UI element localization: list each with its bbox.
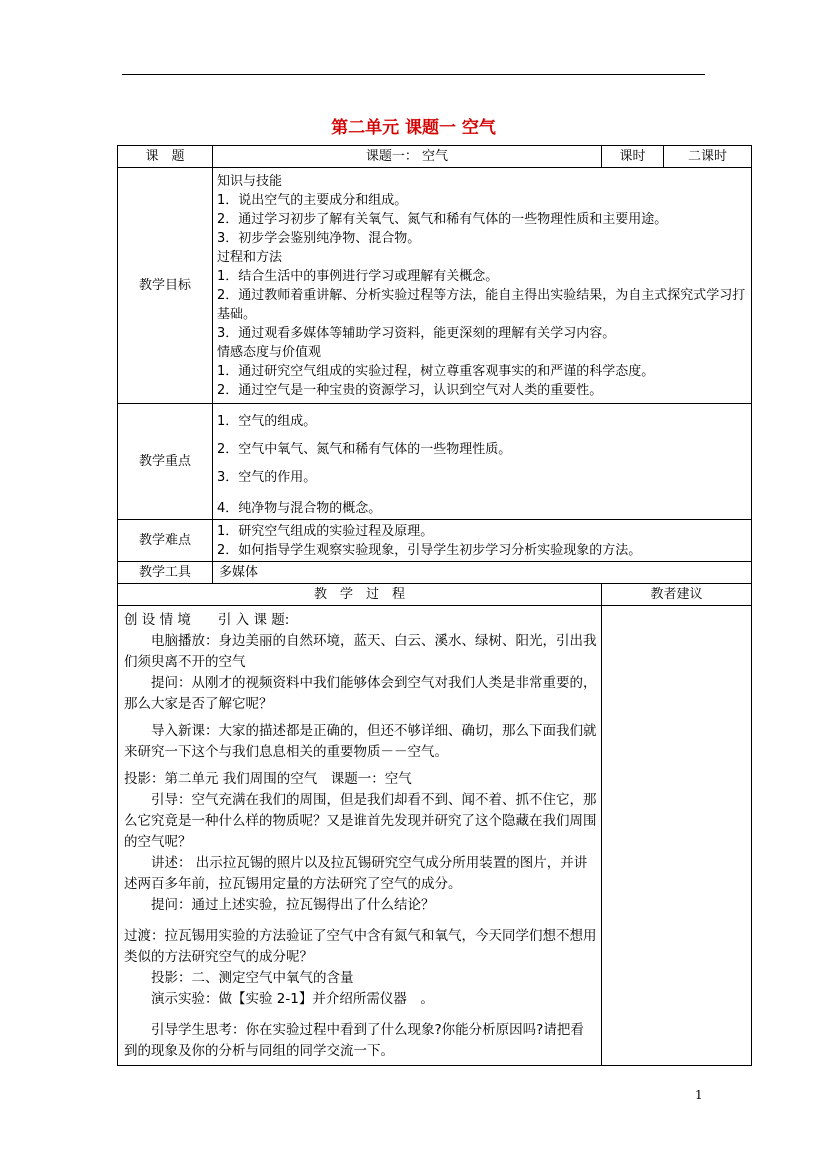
row-difficulties: [118, 520, 752, 562]
objectives-content: [213, 168, 752, 404]
process-line: 投影：二、测定空气中氧气的含量: [151, 969, 354, 986]
difficulty-line: 1．研究空气组成的实验过程及原理。: [217, 523, 434, 539]
row-objectives: [118, 168, 752, 404]
key-point-line: 2．空气中氧气、氮气和稀有气体的一些物理性质。: [217, 441, 512, 457]
objectives-line: 知识与技能: [217, 173, 283, 189]
key-point-line: 4．纯净物与混合物的概念。: [217, 500, 382, 516]
row-tools: [118, 562, 752, 584]
objectives-line: 2．通过教师着重讲解、分析实验过程等方法，能自主得出实验结果，为自主式探究式学习打基础。: [217, 287, 746, 322]
process-line: 提问：从刚才的视频资料中我们能够体会到空气对我们人类是非常重要的，那么大家是否了解它呢？: [124, 674, 597, 712]
process-content: [118, 606, 602, 1066]
difficulties-label: 教学难点: [118, 520, 213, 562]
objectives-line: 1．通过研究空气组成的实验过程，树立尊重客观事实的和严谨的科学态度。: [217, 363, 655, 379]
key-points-content: [213, 404, 752, 520]
process-line: 导入新课：大家的描述都是正确的，但还不够详细、确切，那么下面我们就来研究一下这个与我们息息相关的重要物质－－空气。: [124, 722, 597, 760]
row-process-header: [118, 584, 752, 606]
tools-label: 教学工具: [118, 562, 213, 584]
suggestion-cell: [602, 606, 752, 1066]
suggest-header-label: 教者建议: [602, 584, 752, 606]
process-line: 电脑播放：身边美丽的自然环境，蓝天、白云、溪水、绿树、阳光，引出我们须臾离不开的空气: [124, 632, 597, 670]
process-line: 引导学生思考：你在实验过程中看到了什么现象?你能分析原因吗?请把看到的现象及你的分析与同组的同学交流一下。: [124, 1021, 584, 1059]
process-line: 引导：空气充满在我们的周围，但是我们却看不到、闻不着、抓不住它，那么它究竟是一种什么样的物质呢？又是谁首先发现并研究了这个隐藏在我们周围的空气呢？: [124, 791, 597, 850]
difficulties-content: [213, 520, 752, 562]
process-line: 提问：通过上述实验，拉瓦锡得出了什么结论？: [151, 896, 435, 913]
row-topic: [118, 146, 752, 168]
objectives-line: 3．初步学会鉴别纯净物、混合物。: [217, 230, 421, 246]
topic-value: 课题一： 空气: [213, 146, 602, 168]
key-points-label: 教学重点: [118, 404, 213, 520]
process-header-label: 教 学 过 程: [118, 584, 602, 606]
key-point-line: 1．空气的组成。: [217, 413, 317, 429]
objectives-line: 1．结合生活中的事例进行学习或理解有关概念。: [217, 268, 499, 284]
objectives-line: 情感态度与价值观: [217, 344, 322, 360]
process-line: 讲述： 出示拉瓦锡的照片以及拉瓦锡研究空气成分所用装置的图片，并讲述两百多年前，拉瓦锡用定量的方法研究了空气的成分。: [124, 854, 588, 892]
difficulty-line: 2．如何指导学生观察实验现象，引导学生初步学习分析实验现象的方法。: [217, 542, 642, 558]
row-process: [118, 606, 752, 1066]
objectives-line: 2．通过空气是一种宝贵的资源学习，认识到空气对人类的重要性。: [217, 382, 603, 398]
key-point-line: 3．空气的作用。: [217, 469, 317, 485]
topic-label: 课 题: [118, 146, 213, 168]
objectives-line: 1．说出空气的主要成分和组成。: [217, 192, 408, 208]
tools-value: 多媒体: [213, 562, 752, 584]
process-line: 创 设 情 境 引 入 课 题:: [124, 611, 290, 628]
objectives-line: 2．通过学习初步了解有关氧气、氮气和稀有气体的一些物理性质和主要用途。: [217, 211, 668, 227]
row-key-points: [118, 404, 752, 520]
lesson-plan-table: [117, 145, 752, 1066]
hours-label: 课时: [602, 146, 664, 168]
document-title: 第二单元 课题一 空气: [331, 118, 496, 138]
hours-value: 二课时: [664, 146, 752, 168]
objectives-line: 3．通过观看多媒体等辅助学习资料，能更深刻的理解有关学习内容。: [217, 325, 616, 341]
objectives-line: 过程和方法: [217, 249, 283, 265]
process-line: 投影：第二单元 我们周围的空气 课题一：空气: [124, 770, 412, 787]
header-rule: [122, 74, 705, 75]
process-line: 过渡：拉瓦锡用实验的方法验证了空气中含有氮气和氧气，今天同学们想不想用类似的方法研究空气的成分呢？: [124, 927, 597, 965]
objectives-label: 教学目标: [118, 168, 213, 404]
process-line: 演示实验：做【实验 2-1】并介绍所需仪器 。: [151, 990, 434, 1007]
page-number: 1: [695, 1088, 703, 1102]
